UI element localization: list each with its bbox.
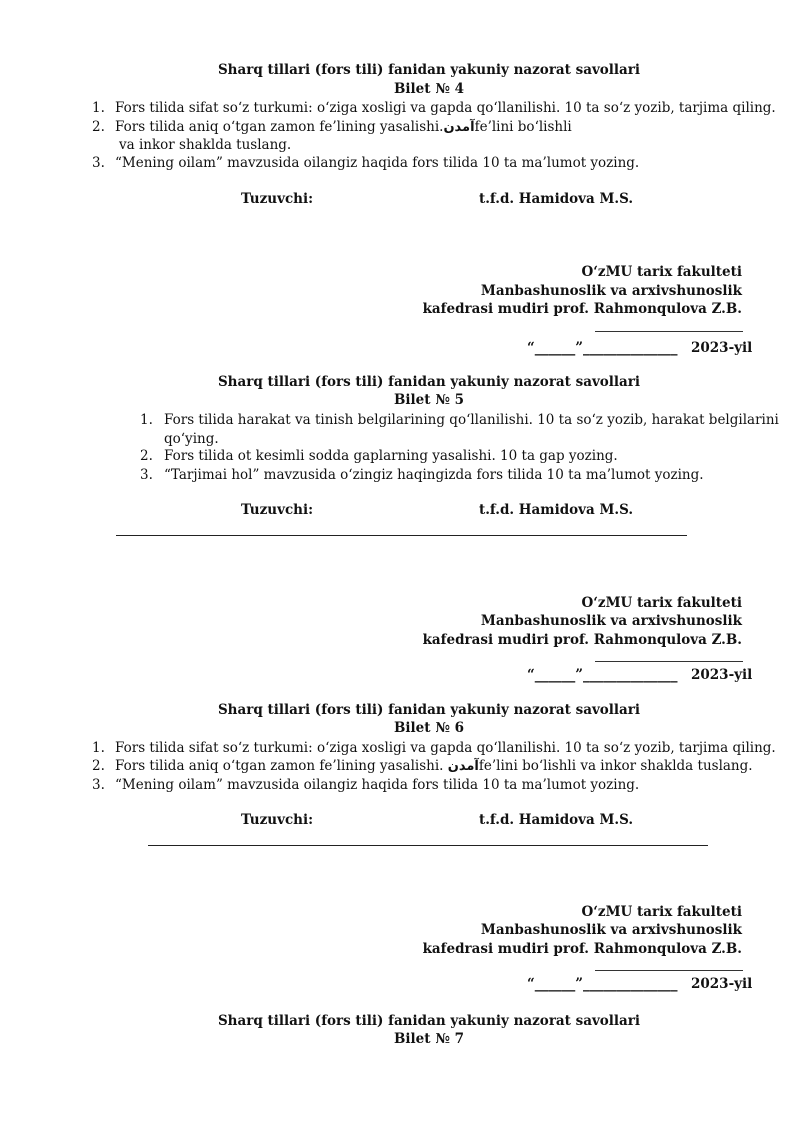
approval-faculty: O‘zMU tarix fakulteti — [581, 904, 742, 920]
approval-department: Manbashunoslik va arxivshunoslik — [480, 922, 742, 938]
approval-department: Manbashunoslik va arxivshunoslik — [480, 283, 742, 299]
ticket-5-title: Sharq tillari (fors tili) fanidan yakuniy nazorat savollari — [217, 374, 641, 390]
approval-year: 2023-yil — [691, 667, 753, 683]
ticket-6-title: Sharq tillari (fors tili) fanidan yakuniy nazorat savollari — [217, 702, 641, 718]
ticket-6-number: Bilet № 6 — [394, 720, 464, 736]
approval-year: 2023-yil — [691, 976, 753, 992]
compiler-label: Tuzuvchi: — [241, 191, 314, 207]
date-blank: “______”______________ — [527, 667, 678, 683]
compiler-label: Tuzuvchi: — [241, 502, 314, 518]
ticket-7-title: Sharq tillari (fors tili) fanidan yakuniy nazorat savollari — [217, 1013, 641, 1029]
compiler-label: Tuzuvchi: — [241, 812, 314, 828]
approval-department: Manbashunoslik va arxivshunoslik — [480, 613, 742, 629]
approval-year: 2023-yil — [691, 340, 753, 356]
separator-line — [116, 535, 687, 536]
approval-head: kafedrasi mudiri prof. Rahmonqulova Z.B. — [422, 632, 742, 648]
compiler-name: t.f.d. Hamidova M.S. — [479, 191, 634, 207]
signature-line — [595, 661, 743, 662]
approval-head: kafedrasi mudiri prof. Rahmonqulova Z.B. — [422, 941, 742, 957]
ticket-4-number: Bilet № 4 — [394, 81, 464, 97]
ticket-5-number: Bilet № 5 — [394, 392, 464, 408]
farsi-verb: آمدن — [447, 759, 479, 774]
date-blank: “______”______________ — [527, 340, 678, 356]
compiler-name: t.f.d. Hamidova M.S. — [479, 812, 634, 828]
compiler-name: t.f.d. Hamidova M.S. — [479, 502, 634, 518]
signature-line — [595, 331, 743, 332]
separator-line — [148, 845, 708, 846]
farsi-verb: آمدن — [443, 120, 475, 135]
approval-head: kafedrasi mudiri prof. Rahmonqulova Z.B. — [422, 301, 742, 317]
ticket-7-number: Bilet № 7 — [394, 1031, 464, 1047]
ticket-4-title: Sharq tillari (fors tili) fanidan yakuniy nazorat savollari — [217, 62, 641, 78]
signature-line — [595, 970, 743, 971]
date-blank: “______”______________ — [527, 976, 678, 992]
approval-faculty: O‘zMU tarix fakulteti — [581, 264, 742, 280]
approval-faculty: O‘zMU tarix fakulteti — [581, 595, 742, 611]
